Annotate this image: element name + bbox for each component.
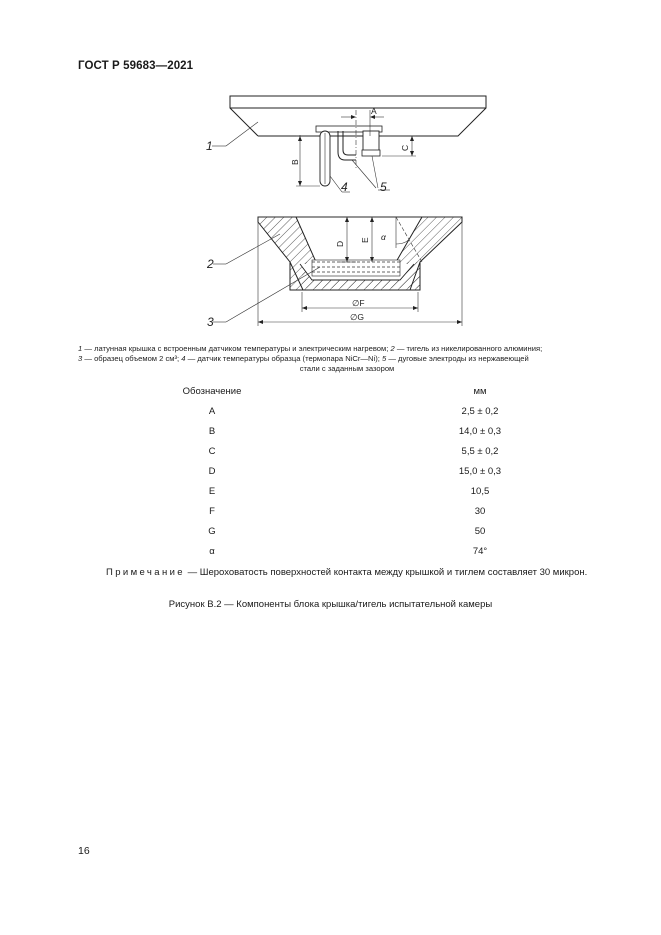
table-row bbox=[150, 546, 530, 560]
nickel-crucible bbox=[258, 217, 462, 290]
legend-text-5: дуговые электроды из нержавеющей bbox=[398, 354, 529, 363]
callout-3: 3 bbox=[207, 315, 214, 329]
table-cell-symbol: α bbox=[209, 546, 215, 557]
legend-num-3: 3 bbox=[78, 354, 83, 363]
table-row bbox=[150, 406, 530, 420]
technical-drawing bbox=[0, 0, 661, 335]
table-row bbox=[150, 446, 530, 460]
table-cell-value: 5,5 ± 0,2 bbox=[461, 446, 499, 457]
dim-g-label: ∅G bbox=[350, 312, 365, 322]
table-row bbox=[150, 526, 530, 540]
legend-text-2: тигель из никелированного алюминия; bbox=[406, 344, 543, 353]
dim-d-label: D bbox=[335, 240, 345, 247]
legend-num-4: 4 bbox=[181, 354, 186, 363]
legend-line-3: стали с заданным зазором bbox=[299, 364, 395, 373]
table-cell-symbol: G bbox=[208, 526, 216, 537]
dim-a-label: A bbox=[371, 106, 377, 116]
table-cell-value: 2,5 ± 0,2 bbox=[461, 406, 499, 417]
dim-e-label: E bbox=[360, 237, 370, 243]
table-header-row bbox=[150, 386, 530, 400]
table-cell-value: 14,0 ± 0,3 bbox=[458, 426, 502, 437]
table-cell-symbol: D bbox=[208, 466, 216, 477]
dim-f-label: ∅F bbox=[352, 298, 365, 308]
legend-line-2: 3 — образец объемом 2 см³; 4 — датчик температуры образца (термопара NiCr—Ni); 5 — дуговые электроды из нержавеющей bbox=[78, 354, 529, 363]
table-cell-value: 10,5 bbox=[470, 486, 490, 497]
brass-lid bbox=[230, 96, 486, 186]
note-paragraph: Примечание — Шероховатость поверхностей контакта между крышкой и тиглем составляет 30 микрон. bbox=[106, 567, 588, 578]
table-row bbox=[150, 506, 530, 520]
callout-1: 1 bbox=[206, 139, 213, 153]
legend-text-3: образец объемом 2 см³; bbox=[94, 354, 180, 363]
table-row bbox=[150, 466, 530, 480]
note-label: Примечание bbox=[106, 567, 185, 578]
table-cell-symbol: E bbox=[208, 486, 216, 497]
note-text: Шероховатость поверхностей контакта между крышкой и тиглем составляет 30 микрон. bbox=[199, 567, 588, 578]
table-cell-symbol: F bbox=[209, 506, 215, 517]
page-number: 16 bbox=[78, 845, 90, 857]
legend-line-1: 1 — латунная крышка с встроенным датчиком температуры и электрическим нагревом; 2 — тигель из никелированного алюминия; bbox=[78, 344, 543, 353]
legend-num-2: 2 bbox=[390, 344, 395, 353]
table-cell-value: 30 bbox=[474, 506, 486, 517]
table-header-mm: мм bbox=[473, 386, 487, 397]
table-header-designation: Обозначение bbox=[182, 386, 242, 397]
table-cell-symbol: B bbox=[208, 426, 216, 437]
table-row bbox=[150, 486, 530, 500]
callout-5: 5 bbox=[380, 180, 387, 194]
table-row bbox=[150, 426, 530, 440]
dim-alpha-label: α bbox=[381, 232, 386, 242]
table-cell-symbol: A bbox=[208, 406, 216, 417]
legend-text-4: датчик температуры образца (термопара NiCr—Ni); bbox=[197, 354, 380, 363]
legend-num-1: 1 bbox=[78, 344, 83, 353]
table-cell-symbol: C bbox=[208, 446, 216, 457]
legend-text-1: латунная крышка с встроенным датчиком температуры и электрическим нагревом; bbox=[94, 344, 389, 353]
table-cell-value: 74° bbox=[472, 546, 488, 557]
table-cell-value: 15,0 ± 0,3 bbox=[458, 466, 502, 477]
dim-b-label: B bbox=[290, 159, 300, 165]
callout-4: 4 bbox=[341, 180, 348, 194]
table-cell-value: 50 bbox=[474, 526, 486, 537]
dim-c-label: C bbox=[400, 144, 410, 151]
callout-2: 2 bbox=[207, 257, 214, 271]
figure-caption: Рисунок B.2 — Компоненты блока крышка/тигель испытательной камеры bbox=[168, 599, 493, 610]
document-header: ГОСТ Р 59683—2021 bbox=[78, 60, 194, 72]
legend-num-5: 5 bbox=[381, 354, 387, 363]
